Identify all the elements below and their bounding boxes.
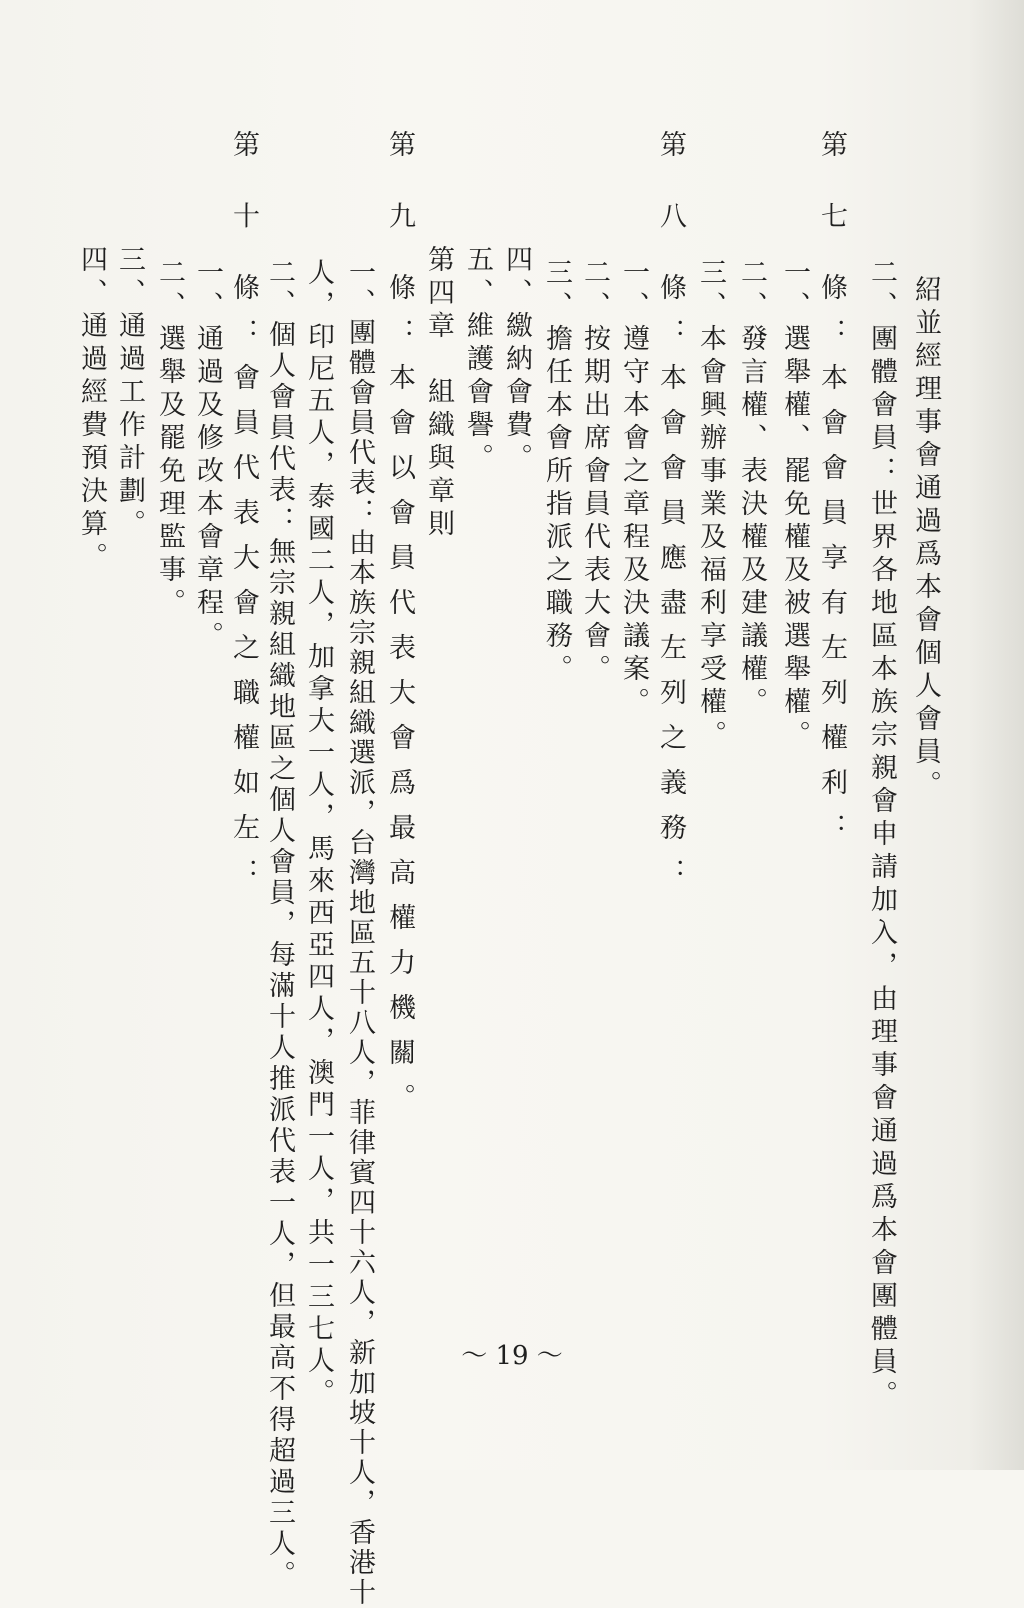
text-column: 三、本會興辦事業及福利享受權。 bbox=[695, 258, 726, 753]
chapter-heading: 第四章 組織與章則 bbox=[423, 245, 454, 542]
page-number: ～ 19 ～ bbox=[461, 1341, 563, 1371]
text-column: 一、選舉權、罷免權及被選舉權。 bbox=[779, 258, 810, 753]
text-column: 二、按期出席會員代表大會。 bbox=[579, 258, 610, 687]
article-heading: 第 七 條：本會會員享有左列權利： bbox=[816, 130, 847, 859]
article-heading: 第 十 條：會員代表大會之職權如左： bbox=[228, 130, 259, 904]
text-column: 紹並經理事會通過爲本會個人會員。 bbox=[910, 275, 941, 803]
text-column: 二、發言權、表決權及建議權。 bbox=[736, 258, 767, 720]
article-heading: 第 八 條：本會會員應盡左列之義務： bbox=[655, 130, 686, 904]
text-column: 三、通過工作計劃。 bbox=[114, 245, 145, 542]
text-column: 二、個人會員代表：無宗親組織地區之個人會員，每滿十人推派代表一人，但最高不得超過三人。 bbox=[264, 258, 295, 1591]
text-column: 二、選舉及罷免理監事。 bbox=[154, 258, 185, 621]
text-column: 一、通過及修改本會章程。 bbox=[192, 258, 223, 654]
text-column: 二、團體會員：世界各地區本族宗親會申請加入，由理事會通過爲本會團體員。 bbox=[866, 258, 897, 1413]
text-column: 四、繳納會費。 bbox=[501, 245, 532, 476]
text-column: 四、通過經費預決算。 bbox=[76, 245, 107, 575]
text-column: 一、團體會員代表：由本族宗親組織選派，台灣地區五十八人，菲律賓四十六人，新加坡十人，香港十 bbox=[344, 258, 375, 1608]
text-column: 五、維護會譽。 bbox=[462, 245, 493, 476]
text-column: 人，印尼五人，泰國二人，加拿大一人，馬來西亞四人，澳門一人，共一三七人。 bbox=[303, 258, 334, 1410]
text-column: 一、遵守本會之章程及決議案。 bbox=[618, 258, 649, 720]
text-column: 三、擔任本會所指派之職務。 bbox=[541, 258, 572, 687]
article-heading: 第 九 條：本會以會員代表大會爲最高權力機關。 bbox=[384, 130, 415, 1129]
